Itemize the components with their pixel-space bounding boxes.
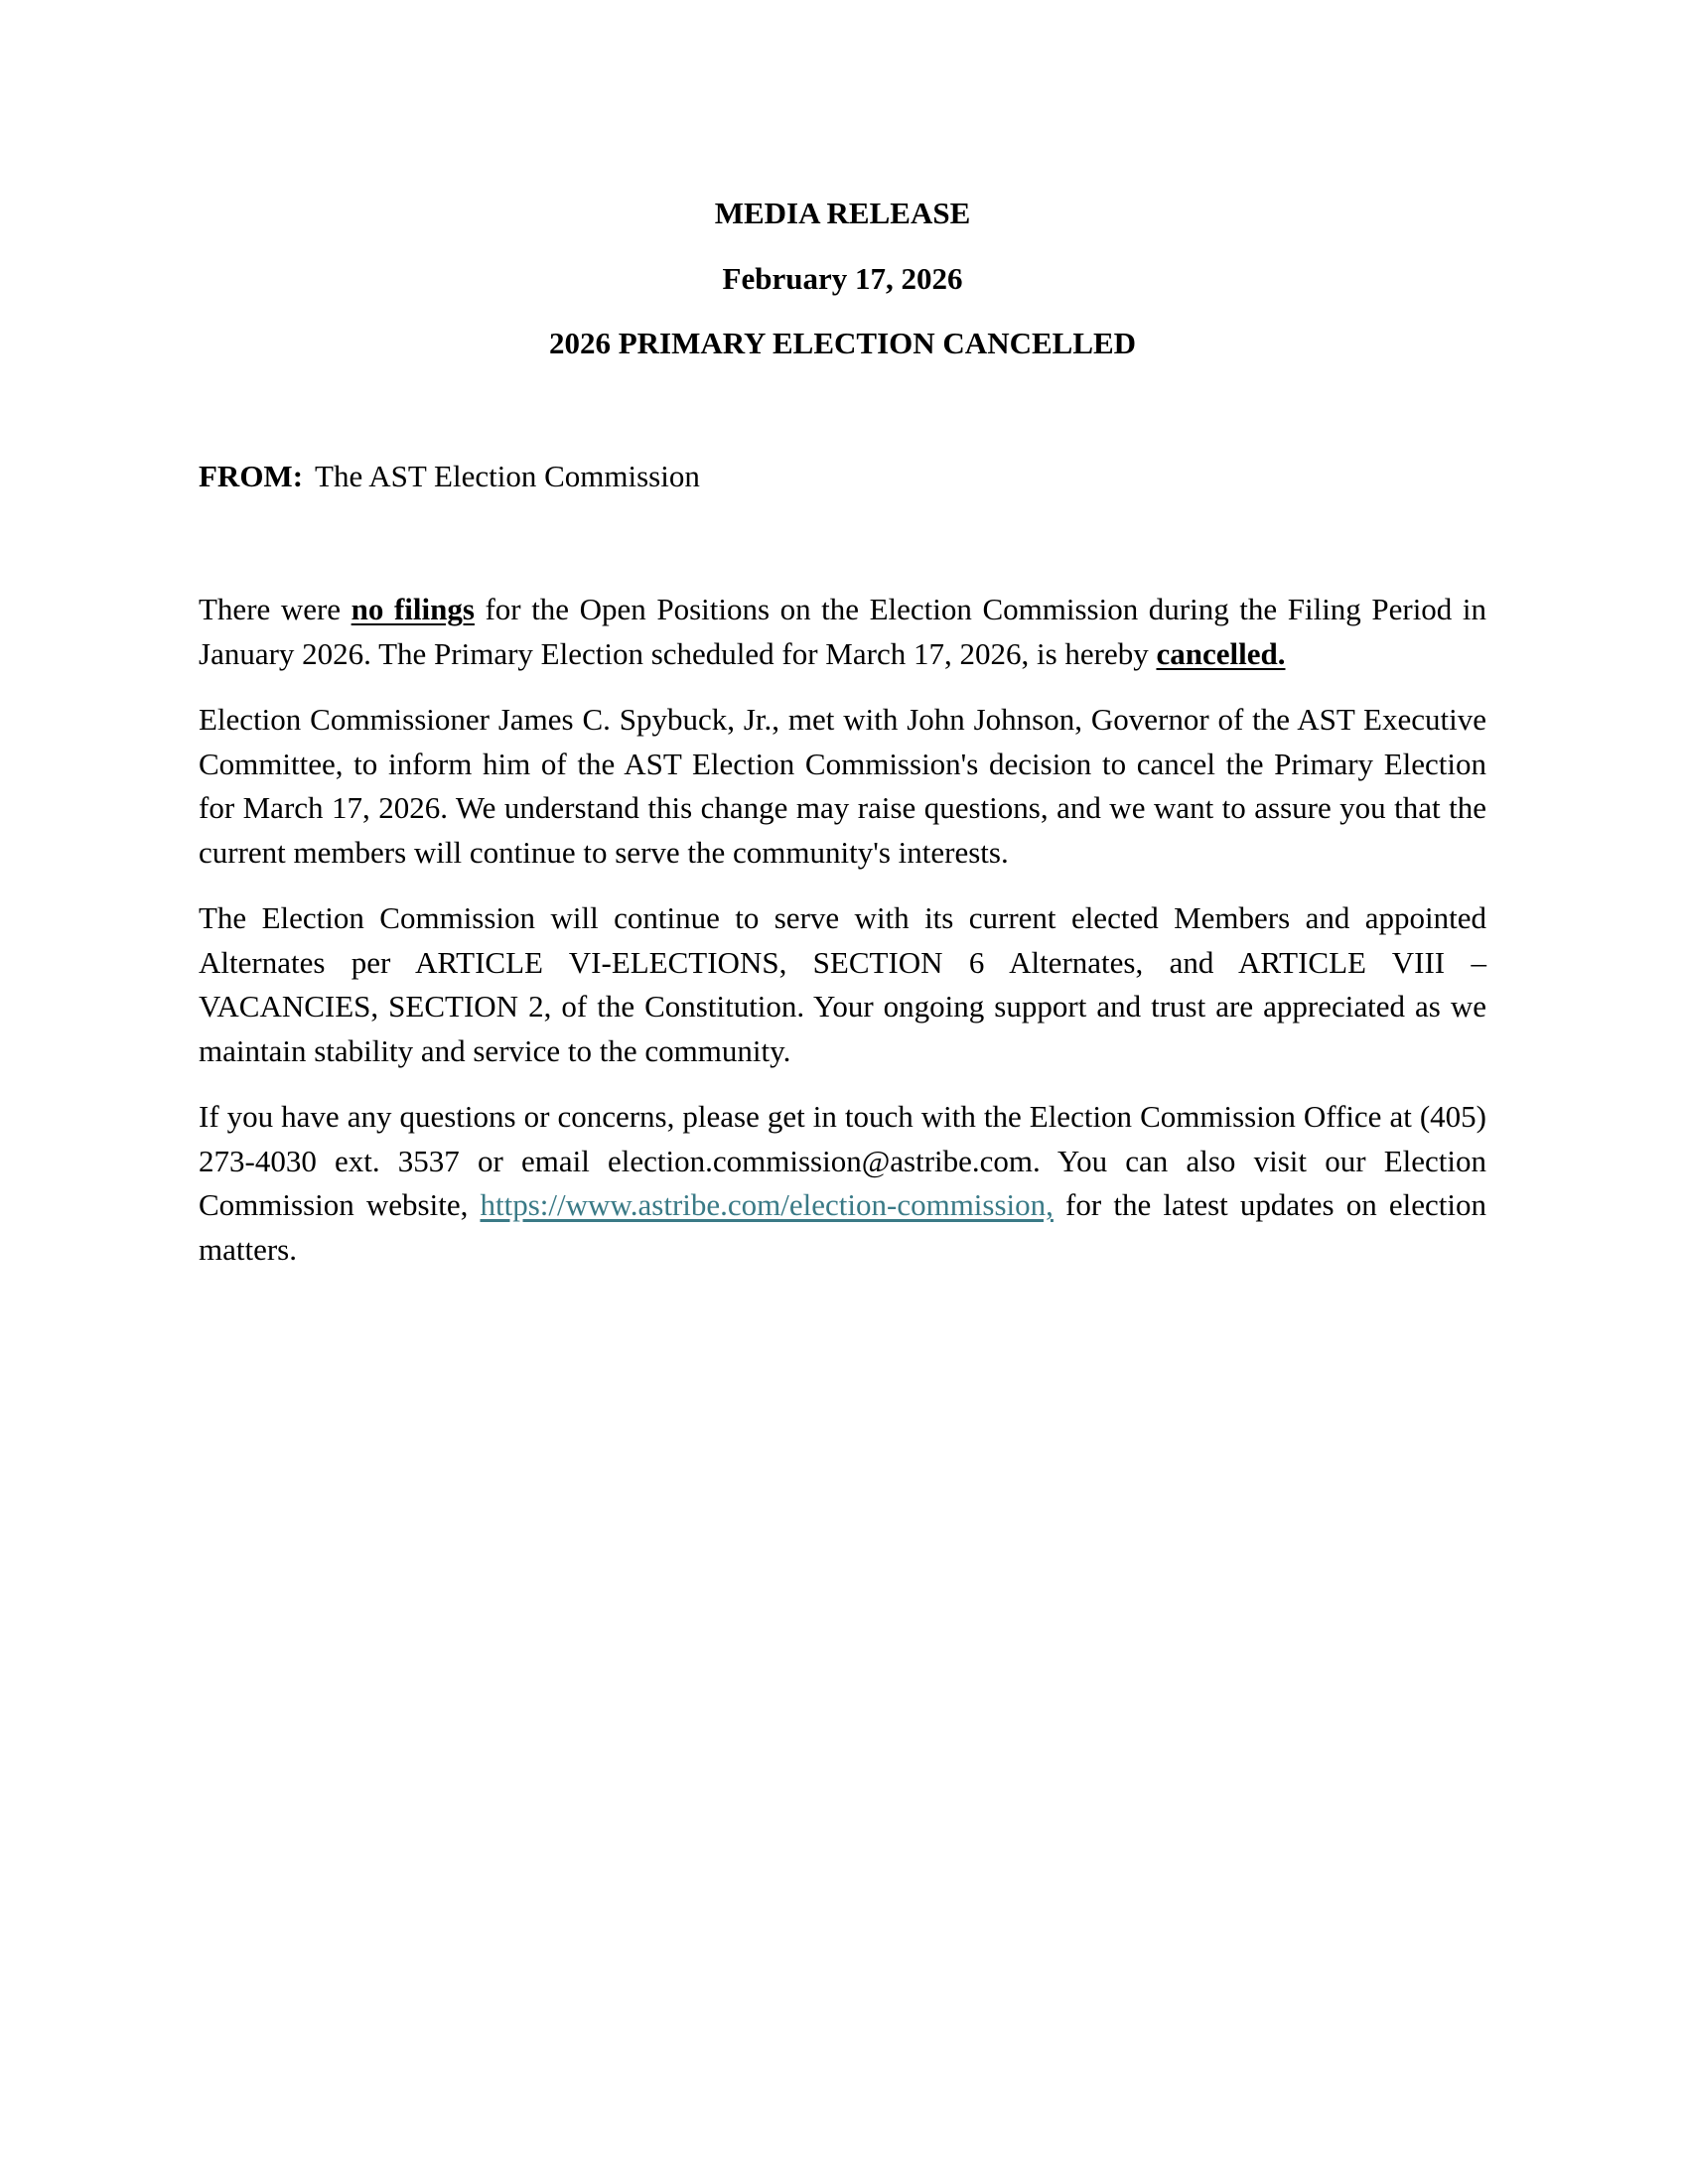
p4-text-end: for the latest updates on election matters.: [199, 1187, 1486, 1267]
cancelled-emphasis: cancelled.: [1156, 635, 1286, 671]
release-date: February 17, 2026: [722, 261, 963, 296]
media-release: [199, 194, 1486, 1272]
paragraph-contact: [199, 1095, 1486, 1272]
p1-text-start: There were: [199, 592, 352, 626]
from-line: [199, 457, 1486, 496]
paragraph-continuity: The Election Commission will continue to serve with its current elected Members and appointed Alternates per ARTICLE VI-ELECTIONS, SECTION 6 Alternates, and ARTICLE VIII – VACANCIES, SECTION 2, of the Constitution. Your ongoing support and trust are appreciated as we maintain stability and service to the community.: [199, 900, 1486, 1068]
p4-text-start: If you have any questions or concerns, please get in touch with the Election Commission Office at (405) 273-4030 ext. 3537 or email election.commission@astribe.com. You can also visit our Election Commission website,: [199, 1099, 1486, 1222]
p1-text-middle: for the Open Positions on the Election Commission during the Filing Period in January 2026. The Primary Election scheduled for March 17, 2026, is hereby: [199, 592, 1486, 671]
from-label: FROM:: [199, 459, 304, 493]
release-subtitle: 2026 PRIMARY ELECTION CANCELLED: [548, 326, 1137, 360]
release-title: MEDIA RELEASE: [714, 196, 971, 230]
from-value: The AST Election Commission: [315, 459, 700, 493]
paragraph-commissioner-meeting: Election Commissioner James C. Spybuck, Jr., met with John Johnson, Governor of the AST Executive Committee, to inform him of the AST Election Commission's decision to cancel the Primary Election for March 17, 2026. We understand this change may raise questions, and we want to assure you that the current members will continue to serve the community's interests.: [199, 702, 1486, 870]
no-filings-emphasis: no filings: [351, 592, 475, 626]
paragraph-no-filings: [199, 588, 1486, 676]
election-commission-website-link[interactable]: https://www.astribe.com/election-commission,: [480, 1187, 1054, 1222]
